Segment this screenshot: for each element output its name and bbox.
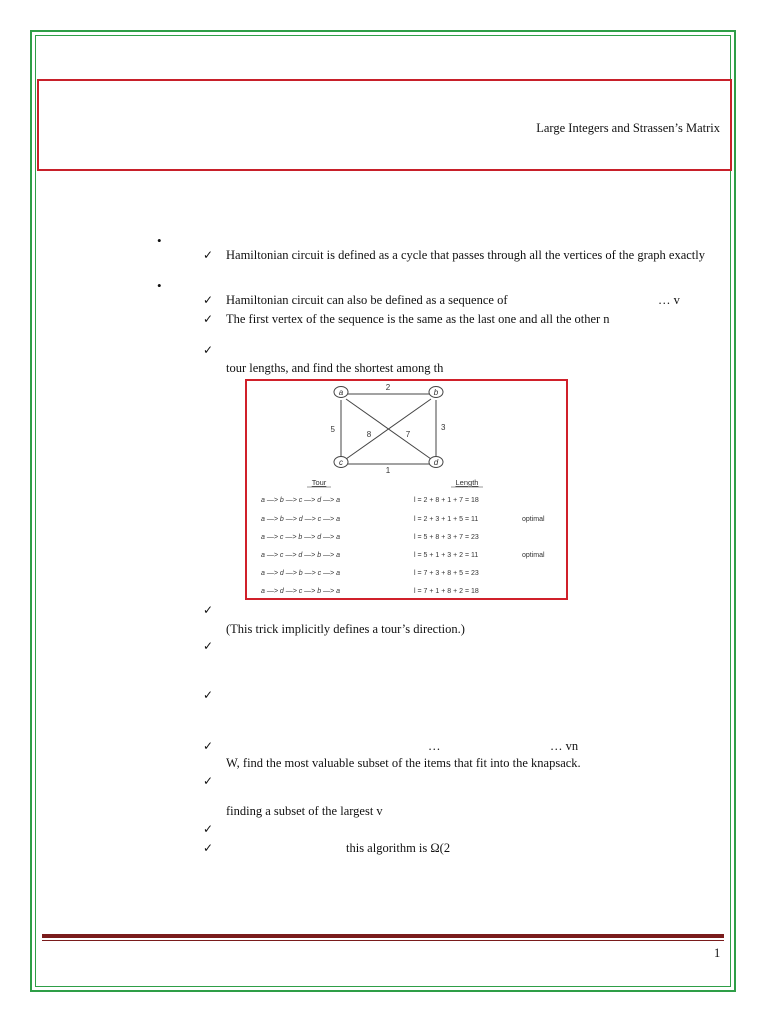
vertex-label-b: b bbox=[433, 388, 439, 397]
text-knapsack-find: W, find the most valuable subset of the items that fit into the knapsack. bbox=[226, 756, 581, 770]
text-largest-subset: finding a subset of the largest v bbox=[226, 804, 383, 818]
table-header-tour: Tour bbox=[311, 478, 327, 487]
row-length: l = 5 + 1 + 3 + 2 = 11 bbox=[414, 552, 479, 559]
check-mark: ✓ bbox=[203, 639, 214, 653]
check-mark: ✓ bbox=[203, 343, 214, 357]
check-mark: ✓ bbox=[203, 841, 214, 855]
vertex-label-a: a bbox=[338, 388, 344, 397]
row-length: l = 5 + 8 + 3 + 7 = 23 bbox=[414, 534, 479, 541]
check-mark: ✓ bbox=[203, 248, 214, 262]
row-length: l = 2 + 3 + 1 + 5 = 11 bbox=[414, 516, 479, 523]
weight-ad: 7 bbox=[405, 430, 411, 439]
text-sequence-end: … v bbox=[658, 293, 680, 307]
check-mark: ✓ bbox=[203, 739, 214, 753]
check-mark: ✓ bbox=[203, 293, 214, 307]
row-length: l = 7 + 3 + 8 + 5 = 23 bbox=[414, 570, 479, 577]
text-hamiltonian-sequence: Hamiltonian circuit can also be defined as a sequence of bbox=[226, 293, 508, 307]
text-first-vertex: The first vertex of the sequence is the same as the last one and all the other n bbox=[226, 312, 610, 326]
check-mark: ✓ bbox=[203, 312, 214, 326]
weight-bc: 8 bbox=[366, 430, 372, 439]
table-row bbox=[261, 570, 479, 577]
row-length: l = 2 + 8 + 1 + 7 = 18 bbox=[414, 497, 479, 504]
header-box bbox=[37, 79, 732, 171]
page-number: 1 bbox=[714, 946, 721, 960]
table-row bbox=[261, 588, 479, 595]
row-tour: a —> d —> c —> b —> a bbox=[261, 588, 340, 595]
check-mark: ✓ bbox=[203, 688, 214, 702]
table-row bbox=[261, 516, 545, 523]
table-header-length: Length bbox=[455, 478, 479, 487]
row-tour: a —> b —> d —> c —> a bbox=[261, 516, 340, 523]
weight-bd: 3 bbox=[441, 423, 446, 432]
vertex-label-d: d bbox=[433, 458, 439, 467]
text-knapsack-vn: … vn bbox=[550, 739, 579, 753]
weight-ab: 2 bbox=[385, 383, 391, 392]
tsp-figure bbox=[245, 379, 568, 600]
text-tour-lengths: tour lengths, and find the shortest among th bbox=[226, 361, 444, 375]
row-tour: a —> c —> d —> b —> a bbox=[261, 552, 340, 559]
footer-rule-thin bbox=[42, 940, 724, 941]
check-mark: ✓ bbox=[203, 603, 214, 617]
text-trick: (This trick implicitly defines a tour’s direction.) bbox=[226, 622, 465, 636]
row-tour: a —> c —> b —> d —> a bbox=[261, 534, 340, 541]
text-omega: this algorithm is Ω(2 bbox=[346, 841, 451, 855]
row-tour: a —> d —> b —> c —> a bbox=[261, 570, 340, 577]
weight-cd: 1 bbox=[385, 466, 391, 475]
row-optimal: optimal bbox=[522, 552, 545, 559]
table-row bbox=[261, 497, 479, 504]
table-row bbox=[261, 534, 479, 541]
text-hamiltonian-definition: Hamiltonian circuit is defined as a cycle that passes through all the vertices of the graph exactly bbox=[226, 248, 705, 262]
row-optimal: optimal bbox=[522, 516, 545, 523]
bullet-1: • bbox=[157, 233, 162, 248]
bullet-2: • bbox=[157, 278, 162, 293]
row-length: l = 7 + 1 + 8 + 2 = 18 bbox=[414, 588, 479, 595]
row-tour: a —> b —> c —> d —> a bbox=[261, 497, 340, 504]
vertex-label-c: c bbox=[339, 458, 343, 467]
check-mark: ✓ bbox=[203, 774, 214, 788]
table-row bbox=[261, 552, 545, 559]
tsp-graph-svg bbox=[247, 381, 566, 598]
footer-rule-thick bbox=[42, 934, 724, 938]
header-title: Large Integers and Strassen’s Matrix bbox=[536, 121, 720, 135]
weight-ac: 5 bbox=[330, 425, 335, 434]
text-knapsack-dots: … bbox=[428, 739, 441, 753]
check-mark: ✓ bbox=[203, 822, 214, 836]
